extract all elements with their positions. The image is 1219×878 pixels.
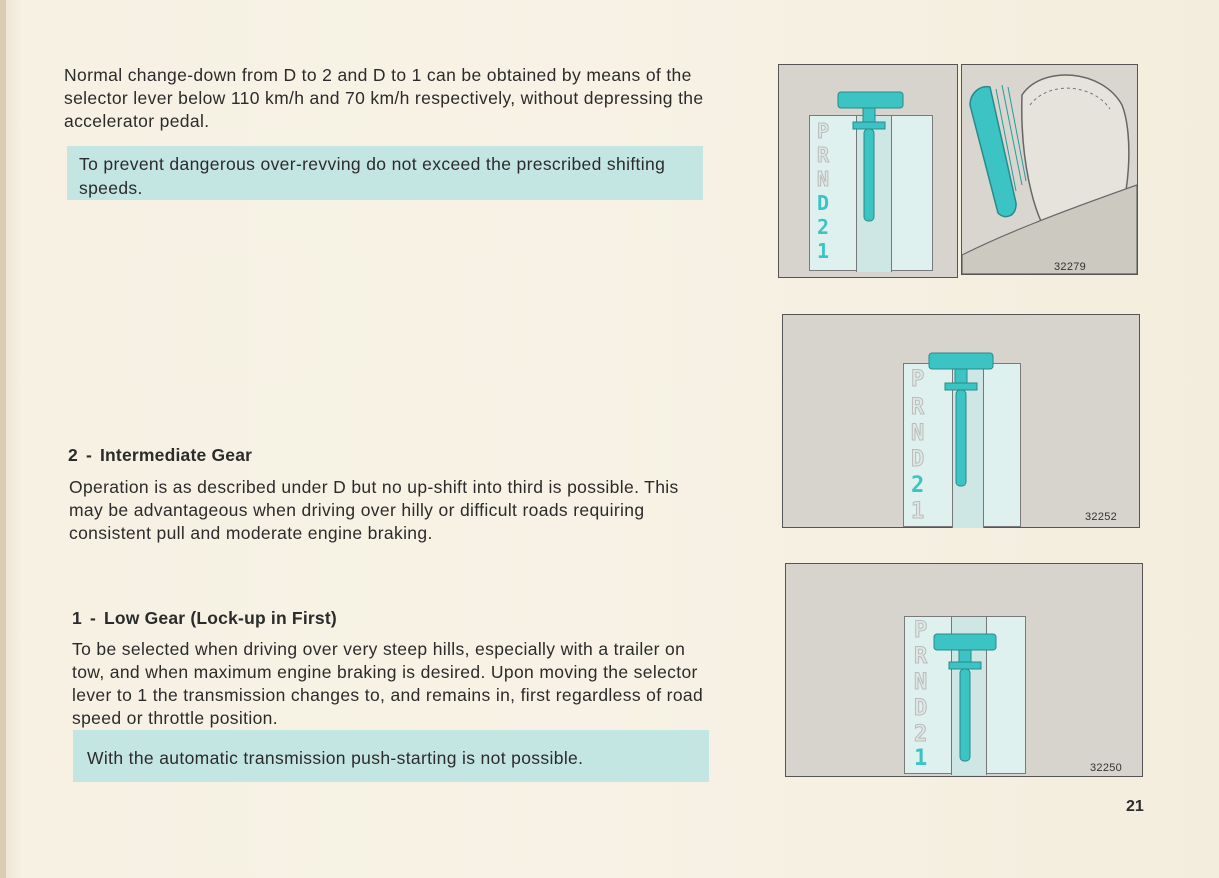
gear-letter-r: R xyxy=(817,143,830,167)
overrev-warning-note: To prevent dangerous over-revving do not exceed the prescribed shifting speeds. xyxy=(67,146,703,200)
gear-letter-d: D xyxy=(911,447,925,472)
gear-letter-r: R xyxy=(914,644,928,669)
selector-lever-icon xyxy=(779,65,957,277)
gear-letter-2: 2 xyxy=(911,473,925,498)
heading-dash: - xyxy=(89,608,96,628)
figure-selector-1-panel xyxy=(785,563,1143,777)
gear-letter-1: 1 xyxy=(911,499,925,524)
gear-letter-n: N xyxy=(817,167,830,191)
gear-letter-r: R xyxy=(911,395,925,420)
gear-letter-1: 1 xyxy=(914,746,928,771)
figure-foot-pedal-panel xyxy=(961,64,1138,275)
figure-number-32279: 32279 xyxy=(1054,261,1087,273)
page-number: 21 xyxy=(1126,798,1144,815)
selector-lever-icon xyxy=(783,315,1139,527)
low-gear-heading xyxy=(72,608,337,629)
gear-letter-d: D xyxy=(817,191,830,215)
gear-letter-2: 2 xyxy=(914,722,928,747)
intermediate-gear-number: 2 xyxy=(68,445,78,465)
selector-lever-icon xyxy=(786,564,1142,776)
pushstart-warning-note: With the automatic transmission push-starting is not possible. xyxy=(73,730,709,782)
figure-number-32252: 32252 xyxy=(1085,511,1118,523)
gear-letter-n: N xyxy=(911,421,925,446)
page-spine-edge xyxy=(0,0,6,878)
intermediate-gear-paragraph: Operation is as described under D but no up-shift into third is possible. This may be advantageous when driving over hilly or difficult roads requiring consistent pull and moderate engine braking. xyxy=(69,477,679,543)
gear-letter-n: N xyxy=(914,670,928,695)
low-gear-title: Low Gear (Lock-up in First) xyxy=(103,608,337,628)
gear-letter-p: P xyxy=(911,367,925,392)
gear-letter-p: P xyxy=(817,119,830,143)
intermediate-gear-heading xyxy=(68,445,252,466)
gear-letter-d: D xyxy=(914,696,928,721)
intro-paragraph: Normal change-down from D to 2 and D to 1 can be obtained by means of the selector lever below 110 km/h and 70 km/h respectively, without depressing the accelerator pedal. xyxy=(64,65,704,131)
gear-letter-p: P xyxy=(914,618,928,643)
intermediate-gear-title: Intermediate Gear xyxy=(99,445,253,465)
figure-number-32250: 32250 xyxy=(1090,762,1123,774)
foot-pedal-icon xyxy=(962,65,1137,274)
low-gear-paragraph: To be selected when driving over very steep hills, especially with a trailer on tow, and when maximum engine braking is desired. Upon moving the selector lever to 1 the transmission changes to, and remains in, first regardless of road speed or throttle position. xyxy=(72,639,704,728)
gear-letter-1: 1 xyxy=(817,239,830,263)
figure-selector-d-panel xyxy=(778,64,958,278)
heading-dash: - xyxy=(85,445,92,465)
gear-letter-2: 2 xyxy=(817,215,830,239)
figure-selector-2-panel xyxy=(782,314,1140,528)
low-gear-number: 1 xyxy=(72,608,82,628)
